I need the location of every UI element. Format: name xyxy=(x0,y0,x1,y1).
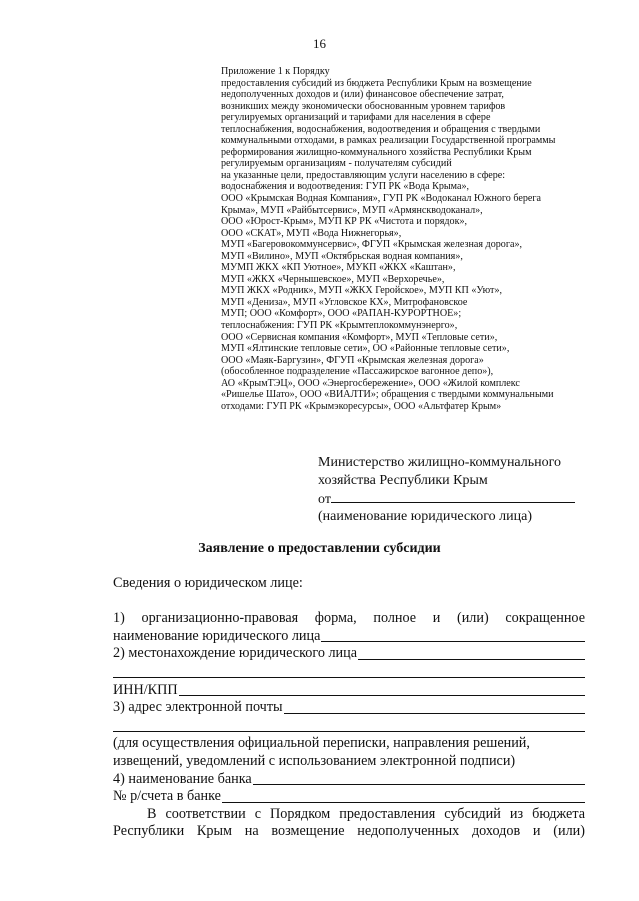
appendix-line: коммунальными отходами, в рамках реализации Государственной программы xyxy=(221,135,556,147)
inn-blank[interactable] xyxy=(179,695,585,696)
note-line: извещений, уведомлений с использованием электронной подписи) xyxy=(113,752,516,769)
appendix-line: МУП «Вилино», МУП «Октябрьская водная компания», xyxy=(221,250,463,262)
item4-label: 4) наименование банка xyxy=(113,770,252,787)
appendix-line: ООО «Юрост-Крым», МУП КР РК «Чистота и порядок», xyxy=(221,216,468,228)
appendix-line: недополученных доходов и (или) финансовое обеспечение затрат, xyxy=(221,89,504,101)
appendix-line: на указанные цели, предоставляющим услуги населению в сфере: xyxy=(221,169,506,181)
document-title: Заявление о предоставлении субсидии xyxy=(198,541,441,556)
appendix-line: возникших между экономически обоснованным уровнем тарифов xyxy=(221,100,506,112)
account-label: № р/счета в банке xyxy=(113,788,221,805)
note-line: (для осуществления официальной переписки, направления решений, xyxy=(113,735,530,752)
appendix-line: предоставления субсидий из бюджета Республики Крым на возмещение xyxy=(221,77,532,89)
item4-row xyxy=(113,771,585,789)
appendix-line: «Ришелье Шато», ООО «ВИАЛТИ»; обращения с твердыми коммунальными xyxy=(221,389,554,401)
item3-row xyxy=(113,699,585,717)
addressee-caption: (наименование юридического лица) xyxy=(318,509,532,525)
appendix-header xyxy=(221,66,591,412)
appendix-line: регулируемым организациям - получателям субсидий xyxy=(221,158,452,170)
appendix-line: реформирования жилищно-коммунального хозяйства Республики Крым xyxy=(221,146,532,158)
appendix-line: МУП «Ялтинские тепловые сети», ОО «Районные тепловые сети», xyxy=(221,343,510,355)
addressee-from-row xyxy=(318,490,575,509)
spacer xyxy=(113,593,585,611)
email-blank-continued[interactable] xyxy=(113,717,585,732)
email-blank[interactable] xyxy=(284,713,585,714)
item2-label: 2) местонахождение юридического лица xyxy=(113,645,358,662)
appendix-line: Приложение 1 к Порядку xyxy=(221,66,330,77)
item1-label: наименование юридического лица xyxy=(113,627,321,644)
appendix-line: АО «КрымТЭЦ», ООО «Энергосбережение», ООО «Жилой комплекс xyxy=(221,377,520,389)
appendix-line: МУМП ЖКХ «КП Уютное», МУКП «ЖКХ «Каштан», xyxy=(221,262,456,274)
appendix-line: регулируемых организаций и тарифами для населения в сфере xyxy=(221,112,491,124)
item1-text: 1) организационно-правовая форма, полное и (или) сокращенное xyxy=(113,610,585,627)
appendix-line: ООО «Крымская Водная Компания», ГУП РК «Водоканал Южного берега xyxy=(221,193,541,205)
from-label: от xyxy=(318,491,331,507)
addressee-block xyxy=(318,454,575,526)
appendix-line: МУП; ООО «Комфорт», ООО «РАПАН-КУРОРТНОЕ»; xyxy=(221,308,462,320)
page-number: 16 xyxy=(313,36,326,51)
item1-row xyxy=(113,628,585,646)
appendix-line: ООО «СКАТ», МУП «Вода Нижнегорья», xyxy=(221,227,402,239)
location-blank-continued[interactable] xyxy=(113,663,585,678)
item3-label: 3) адрес электронной почты xyxy=(113,699,283,716)
appendix-line: Крыма», МУП «Райбытсервис», МУП «Армянскводоканал», xyxy=(221,204,483,216)
appendix-line: ООО «Маяк-Баргузин», ФГУП «Крымская железная дорога» xyxy=(221,354,484,366)
appendix-line: водоснабжения и водоотведения: ГУП РК «Вода Крыма», xyxy=(221,181,470,193)
organization-name-blank[interactable] xyxy=(331,490,575,503)
appendix-line: МУП «Дениза», МУП «Угловское КХ», Митрофановское xyxy=(221,296,468,308)
paragraph-line: Республики Крым на возмещение недополученных доходов и (или) xyxy=(113,823,585,840)
appendix-line: отходами: ГУП РК «Крымэкоресурсы», ООО «Альтфатер Крым» xyxy=(221,400,502,412)
item2-row xyxy=(113,645,585,663)
bank-name-blank[interactable] xyxy=(253,784,585,785)
application-form xyxy=(113,575,585,841)
addressee-line: хозяйства Республики Крым xyxy=(318,472,488,488)
account-row xyxy=(113,788,585,806)
appendix-line: МУП «ЖКХ «Чернышевское», МУП «Верхоречье», xyxy=(221,273,445,285)
appendix-line: МУП «Багеровокоммунсервис», ФГУП «Крымская железная дорога», xyxy=(221,239,523,251)
appendix-line: ООО «Сервисная компания «Комфорт», МУП «Тепловые сети», xyxy=(221,331,498,343)
form-intro: Сведения о юридическом лице: xyxy=(113,575,303,591)
inn-row xyxy=(113,682,585,700)
appendix-line: МУП ЖКХ «Родник», МУП «ЖКХ Геройское», МУП КП «Уют», xyxy=(221,285,503,297)
org-name-blank[interactable] xyxy=(321,641,585,642)
addressee-line: Министерство жилищно-коммунального xyxy=(318,455,562,470)
location-blank[interactable] xyxy=(358,659,585,660)
appendix-line: теплоснабжения, водоснабжения, водоотведения и обращения с твердыми xyxy=(221,123,541,135)
account-blank[interactable] xyxy=(222,802,585,803)
appendix-line: (обособленное подразделение «Пассажирское вагонное депо»), xyxy=(221,366,494,378)
paragraph-line: В соответствии с Порядком предоставления субсидий из бюджета xyxy=(147,805,585,822)
appendix-line: теплоснабжения: ГУП РК «Крымтеплокоммунэнерго», xyxy=(221,320,458,332)
inn-label: ИНН/КПП xyxy=(113,681,178,698)
